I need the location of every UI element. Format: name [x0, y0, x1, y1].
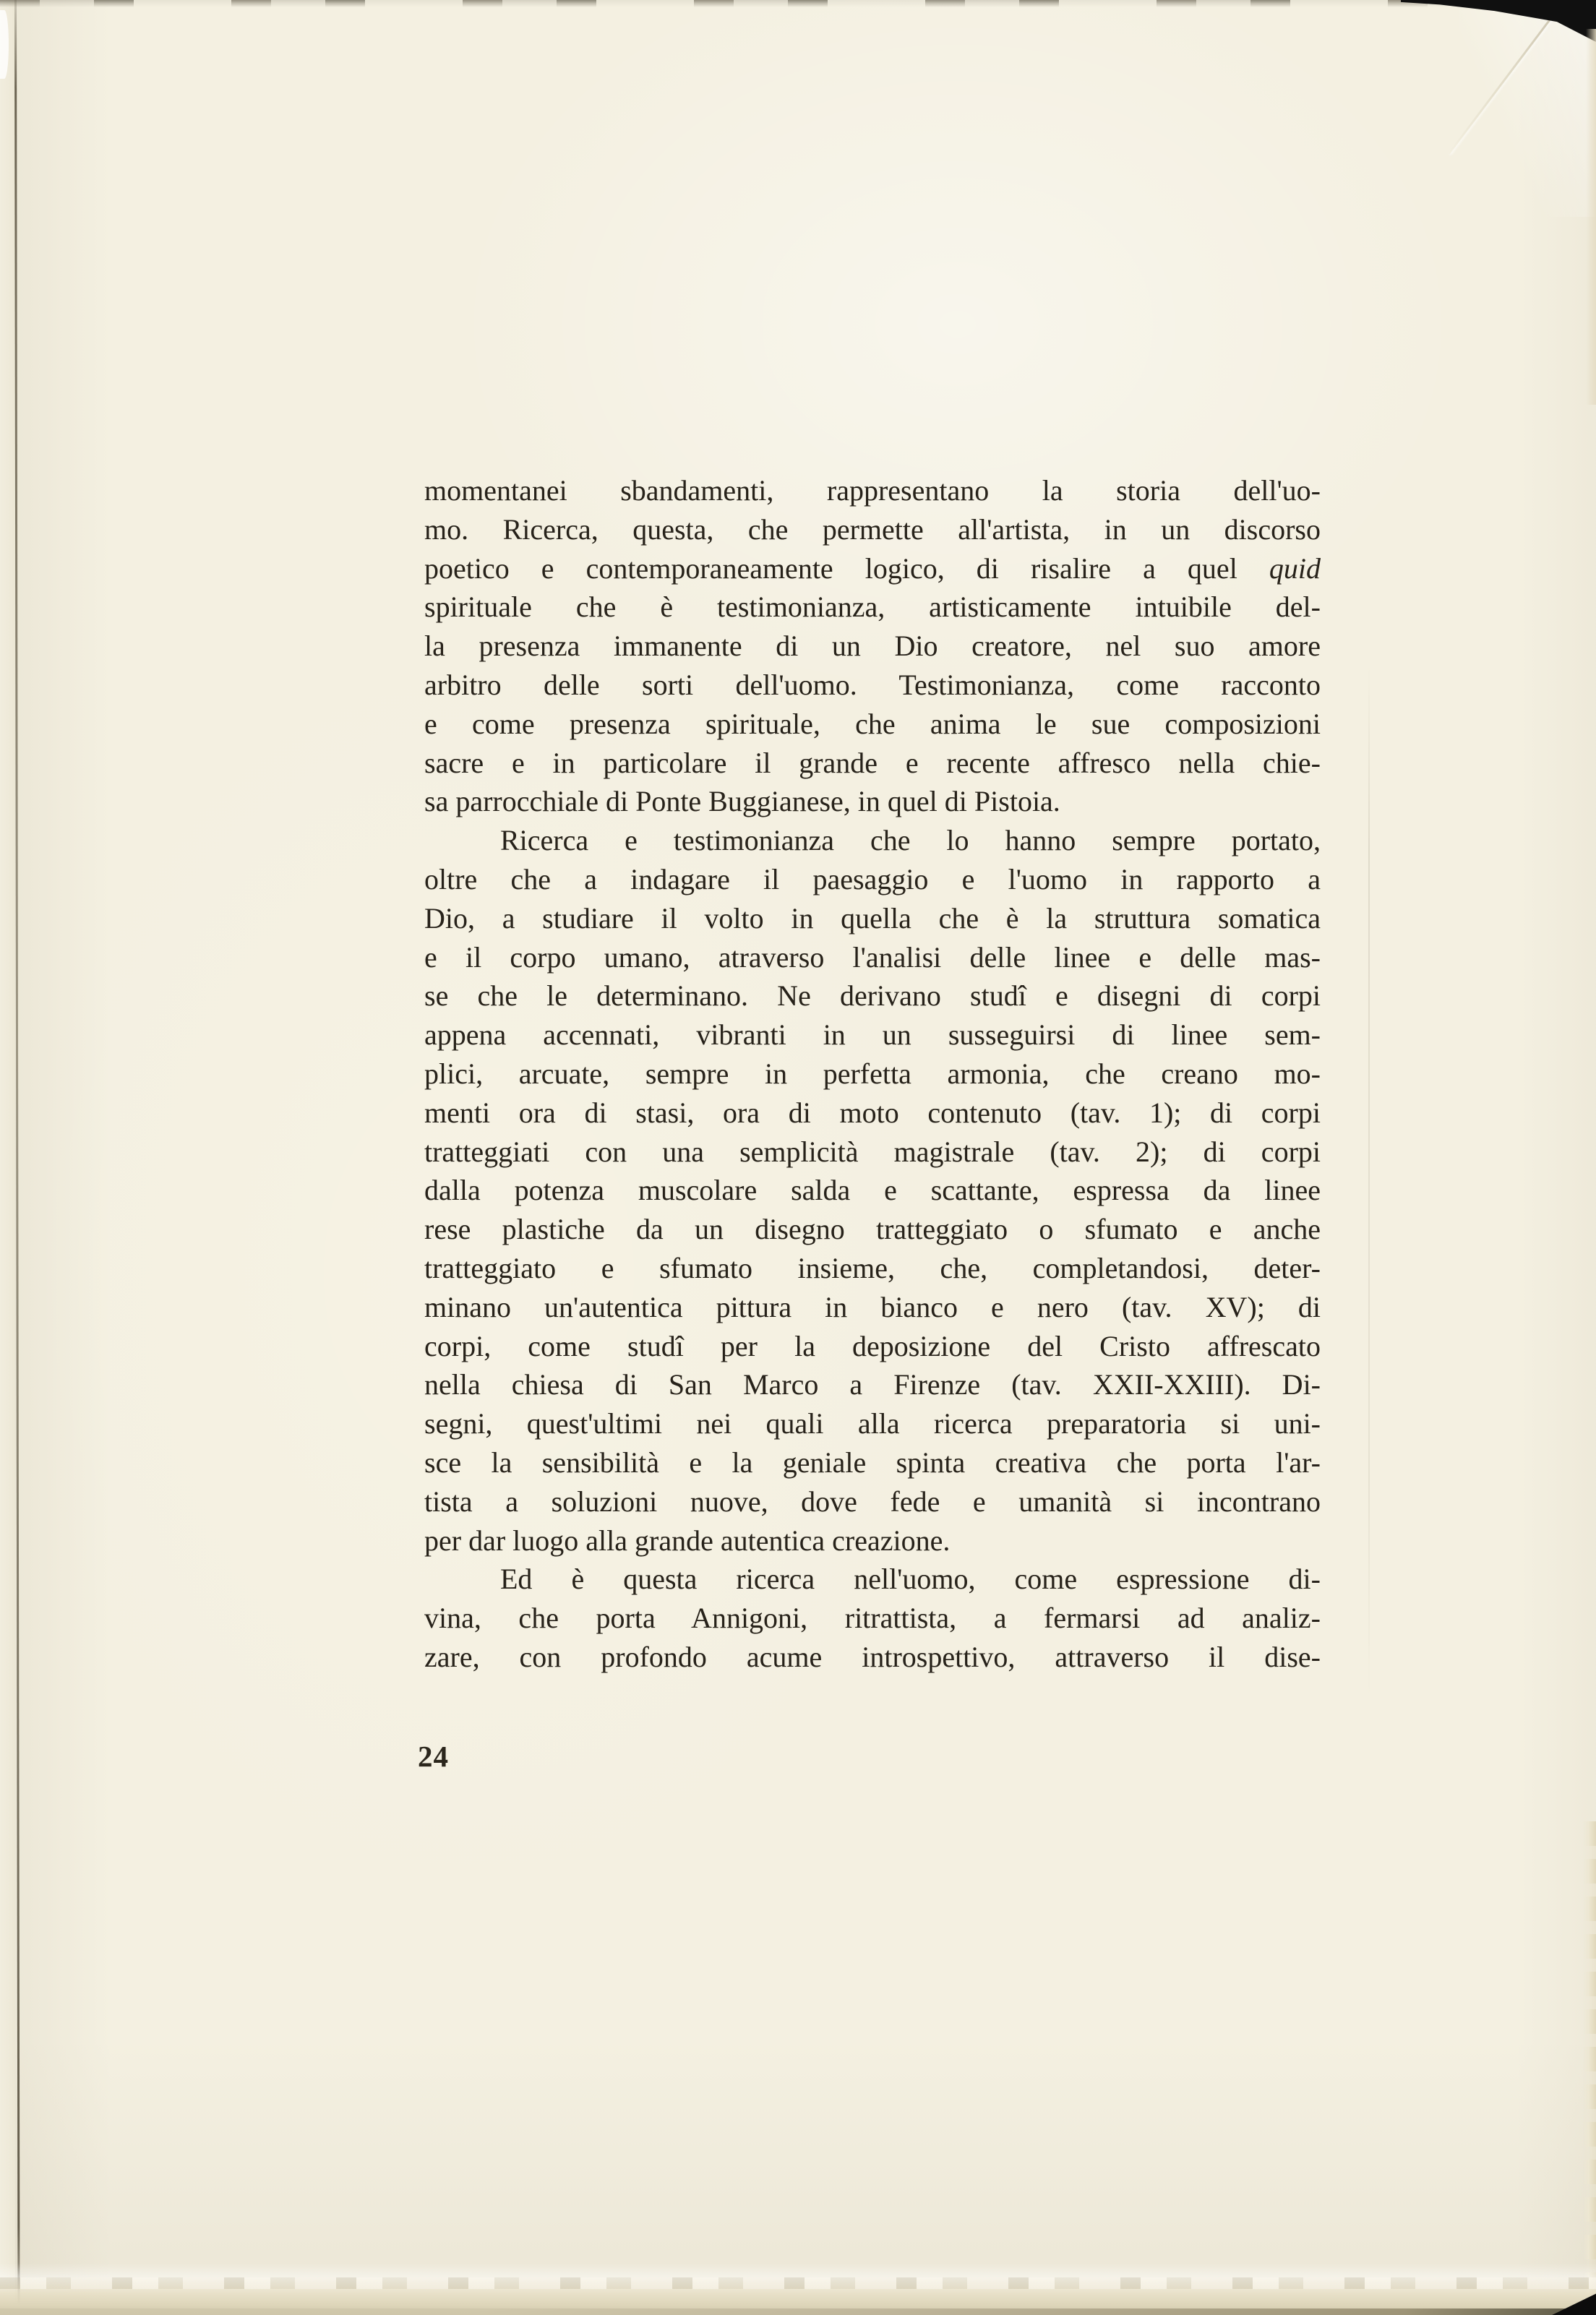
page-top-edge	[0, 0, 1596, 7]
paper-notch	[0, 10, 9, 79]
text-line: spirituale che è testimonianza, artisticamente intuibile del-	[424, 590, 1321, 624]
page-right-deckle-edge	[1583, 1821, 1596, 2315]
page-left-edge-strip	[0, 0, 15, 2315]
text-line: tista a soluzioni nuove, dove fede e umanità si incontrano	[424, 1485, 1321, 1518]
text-line: Ricerca e testimonianza che lo hanno sempre portato,	[500, 824, 1321, 857]
binding-crease-line	[14, 0, 20, 2315]
text-line: segni, quest'ultimi nei quali alla ricerca preparatoria si uni-	[424, 1407, 1321, 1440]
page-number: 24	[418, 1740, 449, 1773]
text-line: zare, con profondo acume introspettivo, attraverso il dise-	[424, 1640, 1321, 1673]
text-line: rese plastiche da un disegno tratteggiato o sfumato e anche	[424, 1213, 1321, 1246]
text-line: mo. Ricerca, questa, che permette all'artista, in un discorso	[424, 512, 1321, 546]
text-line: per dar luogo alla grande autentica creazione.	[424, 1524, 951, 1557]
text-line: Dio, a studiare il volto in quella che è la struttura somatica	[424, 901, 1321, 935]
text-line: sce la sensibilità e la geniale spinta creativa che porta l'ar-	[424, 1446, 1321, 1479]
text-line: arbitro delle sorti dell'uomo. Testimonianza, come racconto	[424, 668, 1321, 701]
text-line: vina, che porta Annigoni, ritrattista, a fermarsi ad analiz-	[424, 1602, 1321, 1635]
text-line: sa parrocchiale di Ponte Buggianese, in quel di Pistoia.	[424, 785, 1060, 818]
page-right-edge	[1586, 29, 1596, 405]
text-line: tratteggiato e sfumato insieme, che, completandosi, deter-	[424, 1251, 1321, 1284]
text-line: minano un'autentica pittura in bianco e nero (tav. XV); di	[424, 1290, 1321, 1323]
text-line: corpi, come studî per la deposizione del Cristo affrescato	[424, 1329, 1321, 1362]
text-line: tratteggiati con una semplicità magistrale (tav. 2); di corpi	[424, 1135, 1321, 1168]
text-line: la presenza immanente di un Dio creatore, nel suo amore	[424, 630, 1321, 663]
text-line: momentanei sbandamenti, rappresentano la storia dell'uo-	[424, 474, 1321, 507]
deckle-texture-line	[0, 2277, 1596, 2289]
text-line: oltre che a indagare il paesaggio e l'uomo in rapporto a	[424, 862, 1321, 895]
text-line: se che le determinano. Ne derivano studî e disegni di corpi	[424, 979, 1321, 1013]
page-bottom-shadow	[0, 2308, 1596, 2315]
body-text	[424, 471, 1321, 1677]
text-line: sacre e in particolare il grande e recente affresco nella chie-	[424, 746, 1321, 779]
text-line: nella chiesa di San Marco a Firenze (tav. XXII-XXIII). Di-	[424, 1368, 1321, 1401]
page-bottom-deckle-edge	[0, 2263, 1596, 2315]
paper-fold-highlight	[1459, 0, 1596, 217]
text-line: Ed è questa ricerca nell'uomo, come espressione di-	[500, 1563, 1321, 1596]
text-line: menti ora di stasi, ora di moto contenuto (tav. 1); di corpi	[424, 1096, 1321, 1129]
text-line: appena accennati, vibranti in un susseguirsi di linee sem-	[424, 1018, 1321, 1052]
text-line: e come presenza spirituale, che anima le sue composizioni	[424, 707, 1321, 740]
text-line: poetico e contemporaneamente logico, di risalire a quel quid	[424, 551, 1321, 585]
vertical-paper-crease	[1368, 665, 1370, 1698]
text-line: e il corpo umano, atraverso l'analisi delle linee e delle mas-	[424, 940, 1321, 974]
text-line: dalla potenza muscolare salda e scattante, espressa da linee	[424, 1174, 1321, 1207]
text-line: plici, arcuate, sempre in perfetta armonia, che creano mo-	[424, 1057, 1321, 1090]
